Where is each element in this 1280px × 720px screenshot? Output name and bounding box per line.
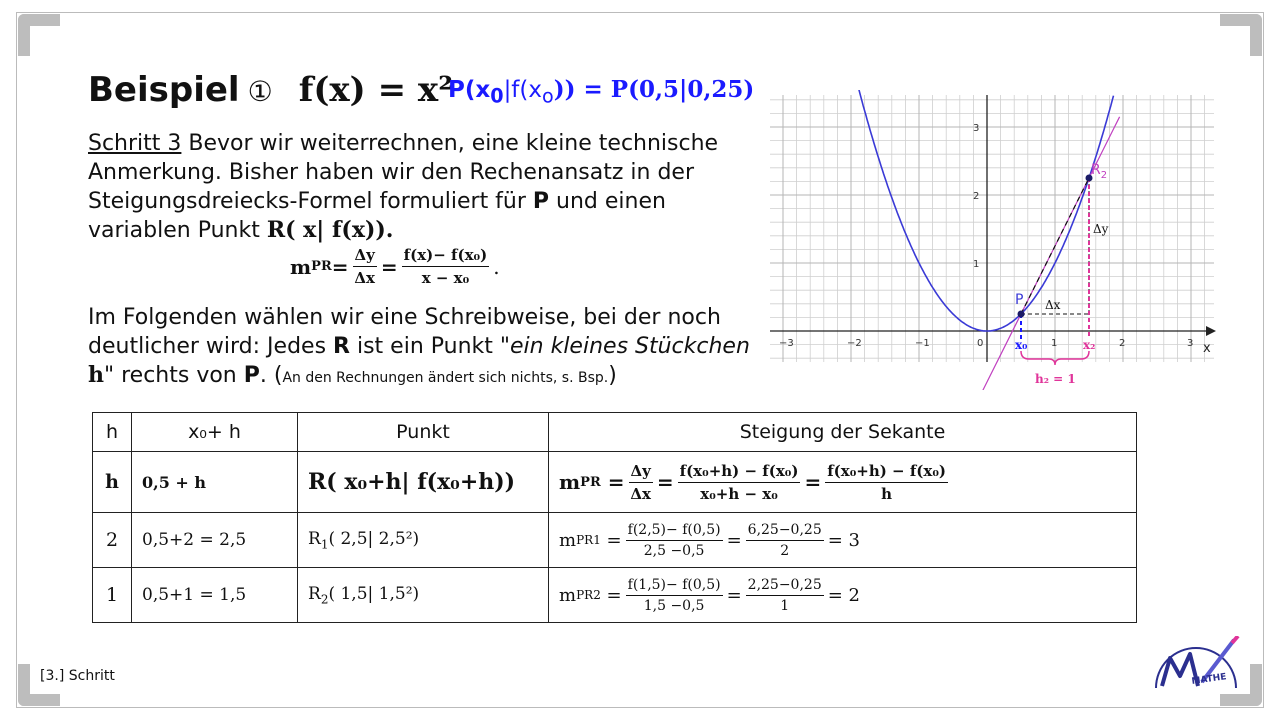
x-tick-label: 3 (1187, 338, 1194, 349)
label-delta-y: Δy (1093, 222, 1109, 236)
slope-calc: m PR1 = $\frac{f(2,5)- f(0,5)}{2,5 -0,5}$ = $\frac{6,25-0,25}{2}$ = 3 (559, 521, 860, 559)
table-row-general: h 0,5 + h R( x₀+h| f(x₀+h)) m PR = $\frac{\Delta y}{\Delta x}$ = $\frac{\text{f(x₀+h) − f(x₀)}}{\text{x₀+h − x₀}}$ = $\frac{\text{f(x₀+h) − f(x₀)}}{h}$ (93, 452, 1137, 513)
fraction: $\frac{\text{f(x)− f(x₀)}}{\text{x − x₀}}$ (403, 246, 488, 287)
x-tick-labels (779, 338, 1193, 349)
label-p: P (1015, 292, 1024, 308)
general-slope: m PR = $\frac{\Delta y}{\Delta x}$ = $\frac{\text{f(x₀+h) − f(x₀)}}{\text{x₀+h − x₀}}$ = $\frac{\text{f(x₀+h) − f(x₀)}}{h}$ (559, 461, 947, 503)
point-p (1018, 311, 1025, 318)
slope-calc: m PR2 = $\frac{f(1,5)- f(0,5)}{1,5 -0,5}$ = $\frac{2,25-0,25}{1}$ = 2 (559, 576, 860, 614)
y-tick-label: 3 (973, 123, 980, 134)
fraction: $\frac{\Delta y}{\Delta x}$ (354, 246, 375, 287)
x-axis-arrow (1206, 326, 1216, 336)
x-tick-label: −2 (847, 338, 862, 349)
title-number: ① (247, 75, 273, 108)
x-tick-label: 2 (1119, 338, 1126, 349)
label-delta-x: Δx (1045, 298, 1061, 312)
table-header-row (93, 413, 1137, 452)
title-function: f(x) = x² (298, 70, 454, 110)
parabola-curve (856, 90, 1113, 331)
label-x0: x₀ (1015, 338, 1028, 352)
secant-line (973, 117, 1119, 390)
header-x: x₀+ h (132, 413, 298, 452)
header-steigung: Steigung der Sekante (549, 413, 1137, 452)
function-graph (770, 90, 1220, 390)
x-tick-label: 0 (977, 338, 984, 349)
x-axis-label: x (1203, 341, 1211, 356)
paragraph-step3: Schritt 3 Bevor wir weiterrechnen, eine kleine technische Anmerkung. Bisher haben wir den Rechenansatz in der Steigungsdreiecks-Formel formuliert für P und einen variablen Punkt R( x| f(x)). (88, 131, 719, 243)
table-row: 1 0,5+1 = 1,5 $R_2$( 1,5| 1,5²) m PR2 = $\frac{f(1,5)- f(0,5)}{1,5 -0,5}$ = $\frac{2,25-0,25}{1}$ = 2 (93, 568, 1137, 623)
secant-table (92, 412, 1137, 623)
table-row: 2 0,5+2 = 2,5 $R_1$( 2,5| 2,5²) m PR1 = $\frac{f(2,5)- f(0,5)}{2,5 -0,5}$ = $\frac{6,25-0,25}{2}$ = 3 (93, 513, 1137, 568)
paragraph-notation: Im Folgenden wählen wir eine Schreibweise, bei der noch deutlicher wird: Jedes R ist ein Punkt "ein kleines Stückchen h" rechts von P. (An den Rechnungen ändert sich nichts, s. Bsp.) (88, 305, 750, 388)
header-punkt: Punkt (298, 413, 549, 452)
x-tick-label: −1 (915, 338, 930, 349)
label-x2: x₂ (1083, 338, 1096, 352)
logo-text: MATHE (1191, 672, 1228, 687)
header-h: h (93, 413, 132, 452)
title-word: Beispiel (88, 70, 240, 110)
point-definition: $P(x_0|f(x_o)) = P(0,5|0,25)$ (448, 76, 755, 108)
y-tick-label: 1 (973, 259, 980, 270)
slide-title (88, 70, 453, 110)
label-h2: h₂ = 1 (1035, 372, 1076, 386)
y-tick-labels (973, 123, 979, 270)
y-tick-label: 2 (973, 191, 980, 202)
x-tick-label: 1 (1051, 338, 1058, 349)
x-tick-label: −3 (779, 338, 794, 349)
footer-label: [3.] Schritt (40, 668, 115, 684)
corner-decoration (1220, 14, 1262, 56)
label-r2: $R_2$ (1091, 162, 1108, 181)
slope-formula: m PR = $\frac{\Delta y}{\Delta x}$ = $\frac{\text{f(x)− f(x₀)}}{\text{x − x₀}}$ . (290, 246, 500, 287)
step-label: Schritt 3 (88, 131, 182, 156)
corner-decoration (18, 14, 60, 56)
grid (770, 95, 1214, 390)
mathe-logo (1150, 636, 1242, 692)
